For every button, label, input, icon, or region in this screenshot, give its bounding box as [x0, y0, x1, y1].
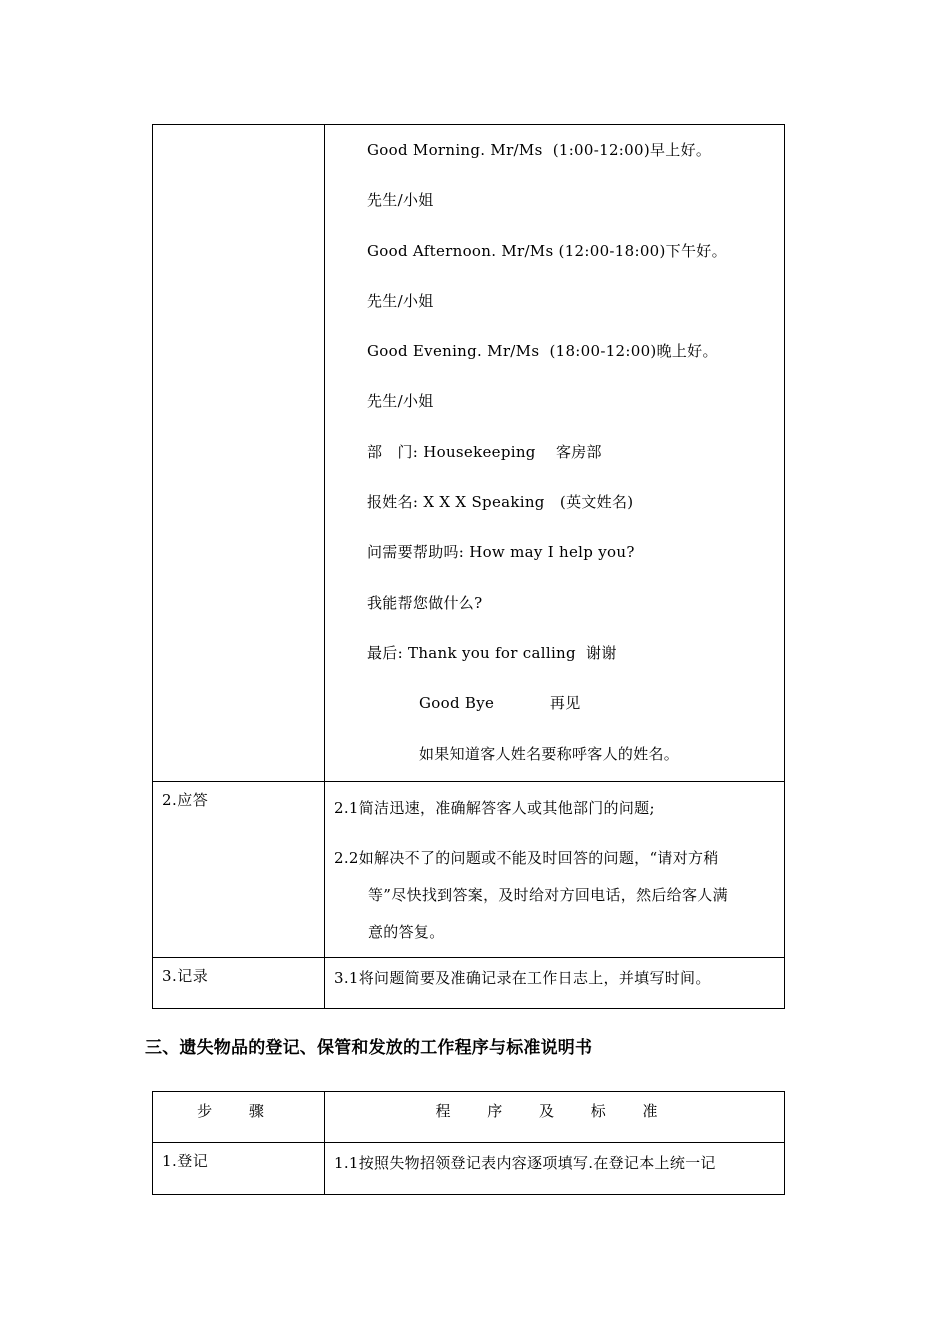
step-label: 3.记录 — [162, 967, 209, 985]
greeting-line: 先生/小姐 — [367, 291, 434, 310]
paragraph-continuation: 意的答复。 — [368, 923, 445, 941]
table-row — [153, 958, 785, 1009]
header-label: 程 序 及 标 准 — [435, 1102, 674, 1120]
greeting-line: 先生/小姐 — [367, 392, 434, 411]
standard-cell — [325, 782, 785, 958]
step-label: 2.应答 — [162, 791, 209, 809]
paragraph: 2.2如解决不了的问题或不能及时回答的问题，“请对方稍 — [334, 849, 719, 867]
standard-text — [325, 1143, 784, 1182]
paragraph: 3.1将问题简要及准确记录在工作日志上，并填写时间。 — [334, 969, 711, 987]
greeting-line: 最后: Thank you for calling 谢谢 — [367, 643, 617, 662]
goodbye-line: Good Bye 再见 — [419, 694, 581, 713]
procedure-table-phone — [152, 124, 785, 1009]
name-note: 如果知道客人姓名要称呼客人的姓名。 — [419, 744, 680, 763]
greeting-line: 部 门: Housekeeping 客房部 — [367, 442, 602, 461]
greeting-line: Good Afternoon. Mr/Ms (12:00-18:00)下午好。 — [367, 241, 727, 260]
header-label: 步 骤 — [197, 1102, 280, 1120]
paragraph-continuation: 等”尽快找到答案，及时给对方回电话，然后给客人满 — [368, 886, 728, 904]
standard-text — [325, 958, 784, 997]
step-cell-empty — [153, 125, 325, 782]
column-header-procedure — [325, 1092, 785, 1143]
paragraph: 2.1简洁迅速，准确解答客人或其他部门的问题; — [334, 799, 655, 817]
section-heading: 三、遗失物品的登记、保管和发放的工作程序与标准说明书 — [145, 1038, 593, 1058]
greeting-line: Good Evening. Mr/Ms (18:00-12:00)晚上好。 — [367, 342, 718, 361]
standard-cell — [325, 958, 785, 1009]
greeting-line: 先生/小姐 — [367, 191, 434, 210]
table-row — [153, 782, 785, 958]
column-header-step — [153, 1092, 325, 1143]
table-row — [153, 1143, 785, 1195]
greeting-list — [325, 125, 784, 779]
standard-cell — [325, 1143, 785, 1195]
procedure-table-lost-items — [152, 1091, 785, 1195]
paragraph: 1.1按照失物招领登记表内容逐项填写.在登记本上统一记 — [334, 1154, 716, 1172]
greeting-line: 我能帮您做什么? — [367, 593, 483, 612]
greeting-line: 报姓名: X X X Speaking (英文姓名) — [367, 493, 634, 512]
table-header-row — [153, 1092, 785, 1143]
step-cell — [153, 958, 325, 1009]
table-row — [153, 125, 785, 782]
standard-text — [325, 782, 784, 951]
step-cell — [153, 782, 325, 958]
step-cell — [153, 1143, 325, 1195]
greeting-line: Good Morning. Mr/Ms (1:00-12:00)早上好。 — [367, 141, 712, 159]
standard-cell-greeting — [325, 125, 785, 782]
greeting-line: 问需要帮助吗: How may I help you? — [367, 543, 635, 562]
step-label: 1.登记 — [162, 1152, 209, 1170]
